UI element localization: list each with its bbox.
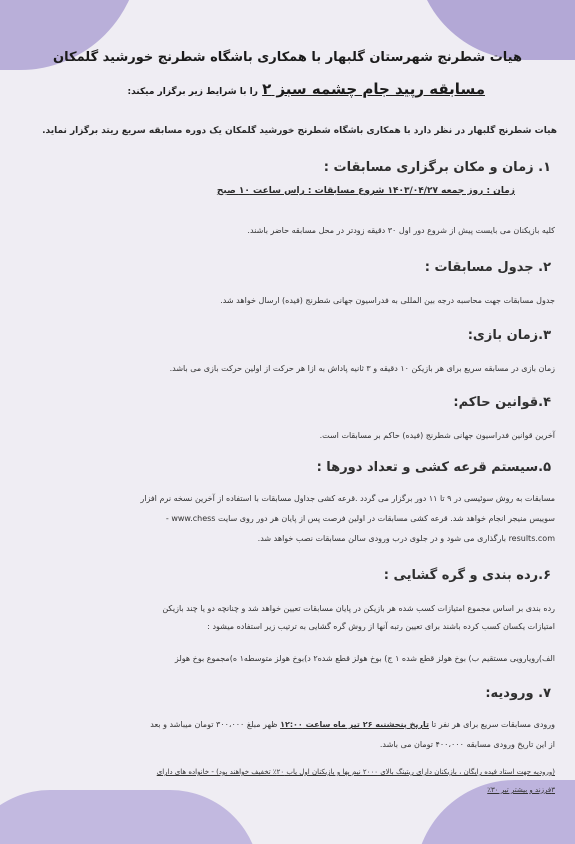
section-6-title: ۶.رده بندی و گره گشایی : [383,568,551,583]
section-7-text-2: از این تاریخ ورودی مسابقه ۴۰۰،۰۰۰ تومان می باشد. [379,740,555,749]
section-1-time-line: زمان : روز جمعه ۱۴۰۳/۰۴/۲۷ شروع مسابقات : راس ساعت ۱۰ صبح [216,186,515,196]
section-6-text-2: امتیازات یکسان کسب کرده باشند برای تعیین رتبه آنها از روش گره گشایی به ترتیب زیر استفاده میشود : [207,622,555,631]
section-5-text-2: سوییس منیجر انجام خواهد شد. قرعه کشی مسابقات در اولین فرصت پس از پایان هر دور روی سایت www.chess - [165,514,555,523]
section-4-text: آخرین قوانین فدراسیون جهانی شطرنج (فیده) حاکم بر مسابقات است. [319,431,555,440]
section-5-text-1: مسابقات به روش سوئیسی در ۹ تا ۱۱ دور برگزار می گردد .قرعه کشی جداول مسابقات با استفاده از آخرین نسخه نرم افزار [140,494,555,503]
section-7-note-1: (ورودیه جهت استاد فیده رایگان ، بازیکنان دارای ریتینگ بالای ۲۰۰۰ نیم بها و بازیکنان اول یاب ۲۰٪ تخفیف خواهند بود) - خانواده های دارای [156,768,555,776]
section-7-text-1 [22,716,555,733]
section-6-text-1: رده بندی بر اساس مجموع امتیازات کسب شده هر بازیکن در پایان مسابقات تعیین خواهد شد و چنانچه دو یا چند بازیکن [162,604,555,613]
section-6-text-3: الف)رویارویی مستقیم ب) بوخ هولز قطع شده ۱ ج) بوخ هولز قطع شده۲ د)بوخ هولز متوسطه۱ ه)مجموع بوخ هولز [174,654,555,663]
section-5-title: ۵.سیستم قرعه کشی و تعداد دورها : [316,460,551,475]
section-3-text: زمان بازی در مسابقه سریع برای هر بازیکن ۱۰ دقیقه و ۳ ثانیه پاداش به ازا هر حرکت از اولین حرکت بازی می باشد. [169,364,555,373]
section-5-text-3: results.com بارگذاری می شود و در جلوی درب ورودی سالن مسابقات نصب خواهد شد. [257,534,555,543]
intro-text: هیات شطرنج گلبهار در نظر دارد با همکاری باشگاه شطرنج خورشید گلمکان یک دوره مسابقه سریع ریتد برگزار نماید. [42,126,557,136]
section-2-text: جدول مسابقات جهت محاسبه درجه بین المللی به فدراسیون جهانی شطرنج (فیده) ارسال خواهد شد. [220,296,555,305]
section-7-note-2: ۳فرزند و بیشتر تیر ۳۰٪ [487,786,555,794]
section-1-title: ۱. زمان و مکان برگزاری مسابقات : [323,160,551,175]
section-2-title: ۲. جدول مسابقات : [424,260,551,275]
header-suffix: را با شرایط زیر برگزار میکند: [127,87,258,97]
header-subtitle [20,80,555,98]
section-7-text-1-a: ورودی مسابقات سریع برای هر نفر تا [431,720,555,729]
section-7-text-1-c: ظهر مبلغ ۳۰۰،۰۰۰ تومان میباشد و بعد [150,720,278,729]
section-4-title: ۴.قوانین حاکم: [453,395,551,410]
section-7-title: ۷. ورودیه: [485,686,551,701]
section-3-title: ۳.زمان بازی: [467,328,551,343]
header-title: هیات شطرنج شهرستان گلبهار با همکاری باشگاه شطرنج خورشید گلمکان [53,50,522,65]
section-1-text: کلیه بازیکنان می بایست پیش از شروع دور اول ۳۰ دقیقه زودتر در محل مسابقه حاضر باشند. [247,226,555,235]
event-name: مسابقه رپید جام چشمه سبز ۲ [262,80,485,98]
section-7-deadline: تاریخ پنجشنبه ۲۶ تیر ماه ساعت ۱۲:۰۰ [280,720,429,729]
